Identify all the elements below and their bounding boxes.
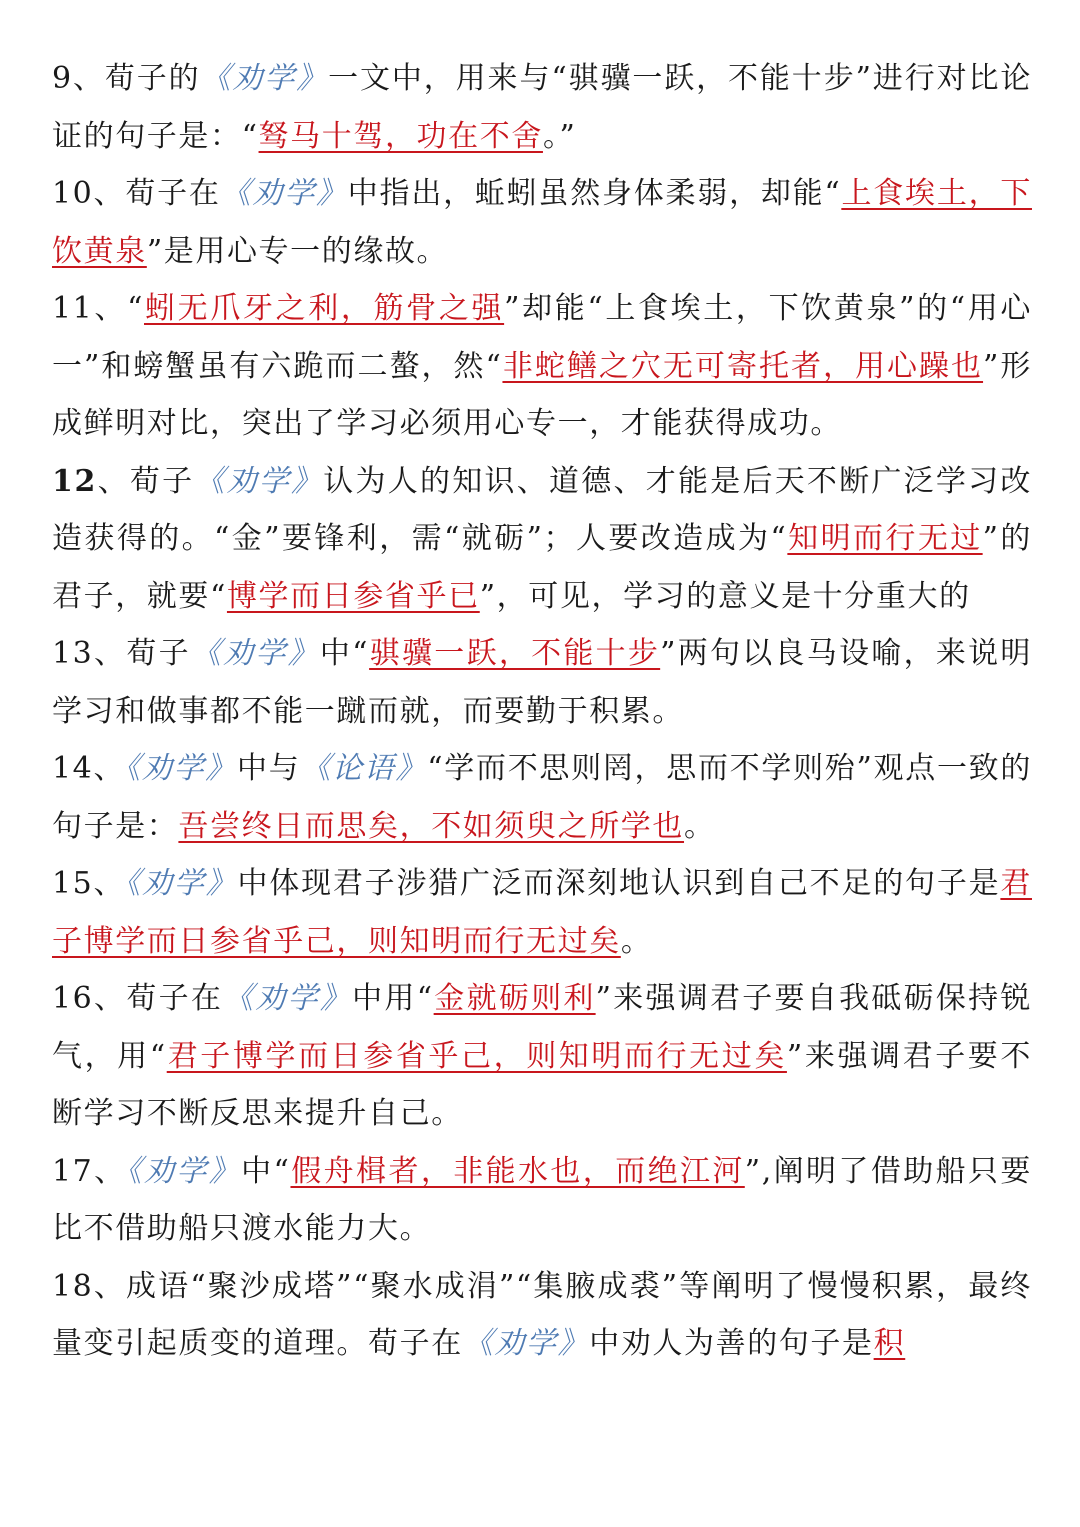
question-text: 中劝人为善的句子是 xyxy=(589,1326,874,1361)
question-text: ”是用心专一的缘故。 xyxy=(146,233,449,269)
question-number: 11、 xyxy=(52,291,128,326)
book-title: 《劝学》 xyxy=(220,176,348,211)
answer-text: 上食埃土，下饮黄泉 xyxy=(52,176,1032,269)
question-text: 。 xyxy=(620,923,653,959)
answer-text: 积 xyxy=(873,1326,906,1361)
question-number: 18、 xyxy=(52,1268,126,1304)
answer-text: 博学而日参省乎已 xyxy=(226,578,480,614)
question-text: 中用“ xyxy=(352,981,434,1016)
answer-text: 君子博学而日参省乎己，则知明而行无过矣 xyxy=(166,1038,787,1074)
book-title: 《劝学》 xyxy=(126,1153,242,1189)
question-text: 荀子在 xyxy=(125,176,221,211)
question-text: 中指出，蚯蚓虽然身体柔弱，却能“ xyxy=(347,176,842,211)
question-item xyxy=(52,280,1032,453)
answer-text: 假舟楫者，非能水也，而绝江河 xyxy=(290,1153,745,1189)
answer-text: 君子博学而日参省乎己，则知明而行无过矣 xyxy=(52,866,1032,959)
question-number: 12 xyxy=(52,463,97,499)
book-title: 《劝学》 xyxy=(223,981,353,1016)
question-text: ”来强调君子要自我砥砺保持锐气，用“ xyxy=(52,981,1032,1074)
question-text: 中“ xyxy=(241,1153,291,1189)
question-item xyxy=(52,970,1032,1143)
book-title: 《劝学》 xyxy=(190,636,320,671)
question-item xyxy=(52,453,1032,626)
answer-text: 骐骥一跃，不能十步 xyxy=(369,636,661,671)
question-text: 成语“聚沙成塔”“聚水成涓”“集腋成裘”等阐明了慢慢积累，最终量变引起质变的道理。荀子在 xyxy=(52,1268,1032,1361)
question-item xyxy=(52,1258,1032,1373)
answer-text: 知明而行无过 xyxy=(787,521,983,556)
question-text: ”两句以良马设喻，来说明学习和做事都不能一蹴而就，而要勤于积累。 xyxy=(52,636,1032,729)
question-item xyxy=(52,855,1032,970)
question-number: 14、 xyxy=(52,751,126,786)
book-title: 《劝学》 xyxy=(194,463,324,499)
question-text: 中“ xyxy=(319,636,370,671)
question-text: ”的君子，就要“ xyxy=(52,521,1032,614)
answer-text: 驽马十驾，功在不舍 xyxy=(258,118,543,154)
question-number: 17、 xyxy=(52,1153,127,1189)
question-text: 荀子的 xyxy=(104,61,201,96)
question-item xyxy=(52,740,1032,855)
document-page xyxy=(52,50,1032,1373)
book-title: 《论语》 xyxy=(300,751,428,786)
question-text: ”形成鲜明对比，突出了学习必须用心专一，才能获得成功。 xyxy=(52,348,1032,441)
question-text: “学而不思则罔，思而不学则殆”观点一致的句子是： xyxy=(52,751,1032,844)
question-text: ”,阐明了借助船只要比不借助船只渡水能力大。 xyxy=(52,1153,1032,1246)
question-text: 一文中，用来与“骐骥一跃，不能十步”进行对比论证的句子是：“ xyxy=(52,61,1032,154)
book-title: 《劝学》 xyxy=(462,1326,590,1361)
book-title: 《劝学》 xyxy=(125,866,238,901)
question-item xyxy=(52,165,1032,280)
question-number: 16、 xyxy=(52,981,127,1016)
answer-text: 金就砺则利 xyxy=(433,981,596,1016)
book-title: 《劝学》 xyxy=(125,751,238,786)
question-text: 中与 xyxy=(237,751,301,786)
question-number: 15、 xyxy=(52,866,126,901)
question-text: ”，可见，学习的意义是十分重大的 xyxy=(479,578,971,614)
question-number: 10、 xyxy=(52,176,126,211)
question-number-suffix: 、 xyxy=(96,463,130,499)
question-text: ”却能“上食埃土，下饮黄泉”的“用心一”和螃蟹虽有六跪而二螯，然“ xyxy=(52,291,1032,384)
question-number: 9、 xyxy=(52,61,105,96)
answer-text: 吾尝终日而思矣，不如须臾之所学也 xyxy=(178,808,685,844)
question-text: 中体现君子涉猎广泛而深刻地认识到自己不足的句子是 xyxy=(237,866,1001,901)
question-text: 。 xyxy=(684,808,716,844)
answer-text: 蚓无爪牙之利，筋骨之强 xyxy=(144,291,505,326)
question-text: 荀子 xyxy=(126,636,191,671)
question-number: 13、 xyxy=(52,636,127,671)
question-text: 荀子在 xyxy=(126,981,224,1016)
question-item xyxy=(52,625,1032,740)
question-item xyxy=(52,50,1032,165)
book-title: 《劝学》 xyxy=(200,61,329,96)
question-text: “ xyxy=(127,291,144,326)
question-text: 荀子 xyxy=(129,463,195,499)
question-item xyxy=(52,1143,1032,1258)
question-text: 认为人的知识、道德、才能是后天不断广泛学习改造获得的。“金”要锋利，需“就砺”；人要改造成为“ xyxy=(52,463,1032,556)
question-text: 。” xyxy=(542,118,577,154)
answer-text: 非蛇鳝之穴无可寄托者，用心躁也 xyxy=(502,348,984,384)
question-text: ”来强调君子要不断学习不断反思来提升自己。 xyxy=(52,1038,1032,1131)
